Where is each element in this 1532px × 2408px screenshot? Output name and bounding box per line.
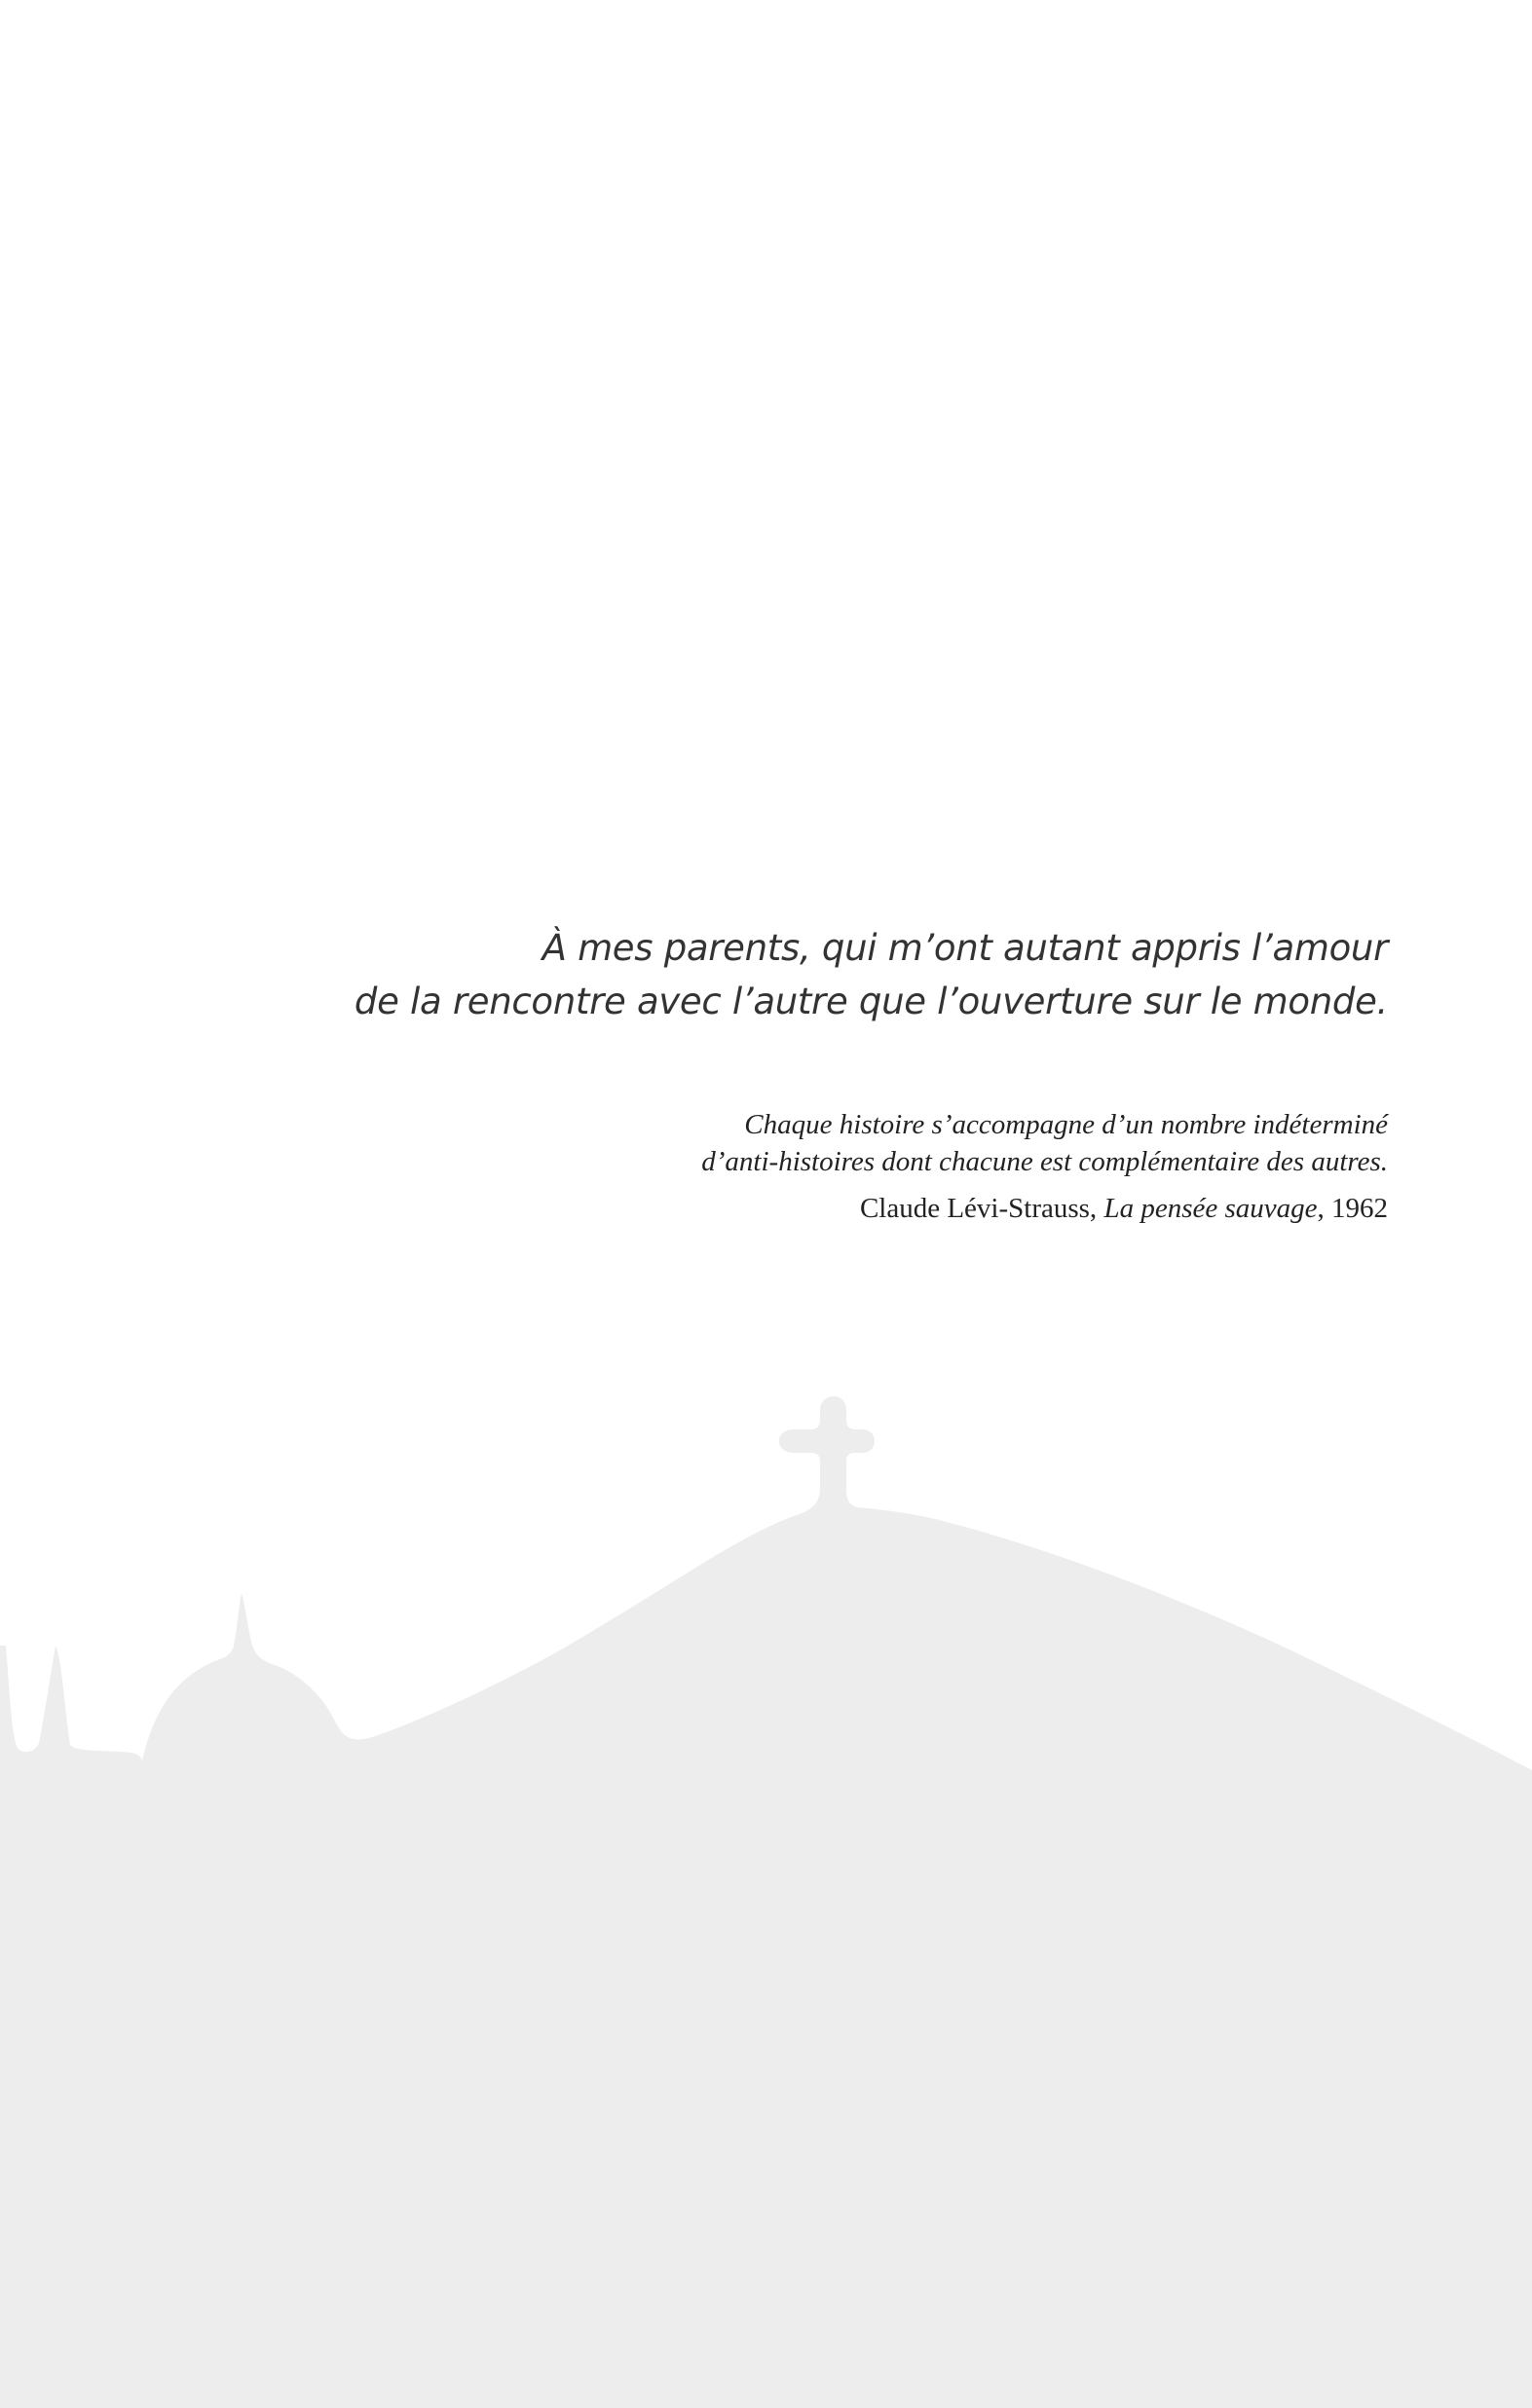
dedication-line-2: de la rencontre avec l’autre que l’ouverture sur le monde.: [354, 981, 1388, 1022]
dedication: [317, 921, 1388, 1028]
landscape-shape: [0, 1396, 1532, 2408]
epigraph-quote-line-1: Chaque histoire s’accompagne d’un nombre indéterminé: [744, 1109, 1388, 1140]
attribution-author: Claude Lévi-Strauss,: [859, 1193, 1104, 1224]
epigraph-quote-line-2: d’anti-histoires dont chacune est complémentaire des autres.: [701, 1146, 1388, 1177]
dedication-line-1: À mes parents, qui m’ont autant appris l’amour: [542, 927, 1388, 969]
epigraph-attribution: [414, 1190, 1388, 1227]
epigraph: [414, 1106, 1388, 1227]
attribution-year: , 1962: [1317, 1193, 1388, 1224]
attribution-work-title: La pensée sauvage: [1103, 1193, 1318, 1224]
